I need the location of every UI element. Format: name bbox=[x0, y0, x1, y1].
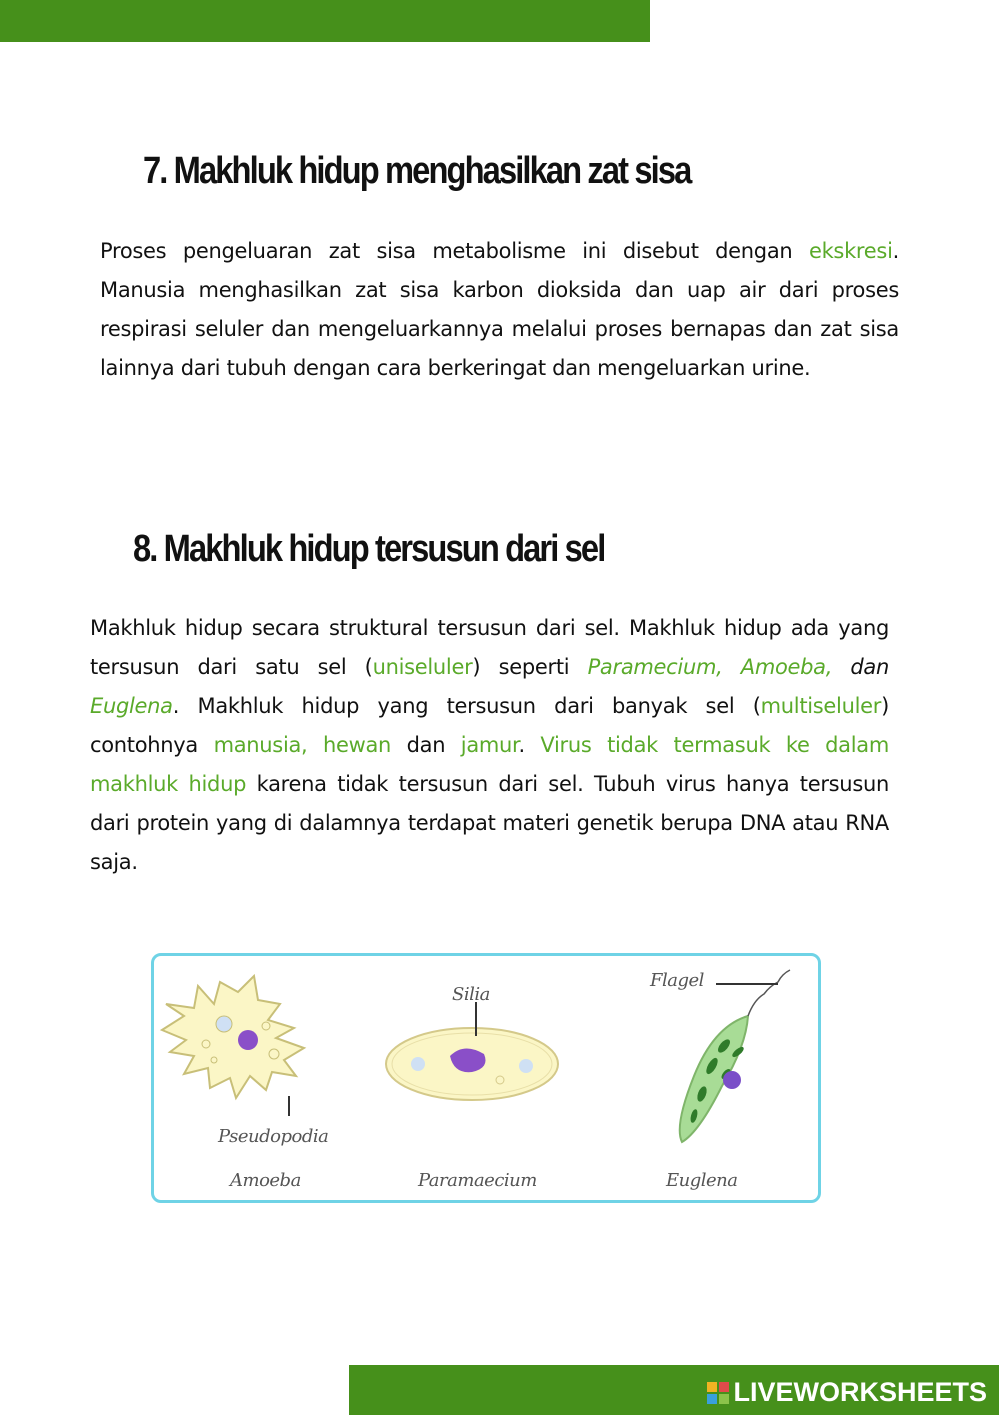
section-8-paragraph: Makhluk hidup secara struktural tersusun dari sel. Makhluk hidup ada yang tersusun dari satu sel (uniseluler) seperti Paramecium, Amoeba, dan Euglena. Makhluk hidup yang tersusun dari banyak sel (multiseluler) contohnya manusia, hewan dan jamur. Virus tidak termasuk ke dalam makhluk hidup karena tidak tersusun dari sel. Tubuh virus hanya tersusun dari protein yang di dalamnya terdapat materi genetik berupa DNA atau RNA saja. bbox=[90, 616, 889, 874]
label-euglena: Euglena bbox=[666, 1170, 738, 1191]
section-7-paragraph: Proses pengeluaran zat sisa metabolisme ini disebut dengan ekskresi. Manusia menghasilkan zat sisa karbon dioksida dan uap air dari proses respirasi seluler dan mengeluarkannya melalui proses bernapas dan zat sisa lainnya dari tubuh dengan cara berkeringat dan mengeluarkan urine. bbox=[100, 239, 899, 380]
top-accent-bar bbox=[0, 0, 650, 42]
amoeba-illustration bbox=[162, 976, 304, 1116]
liveworksheets-logo bbox=[707, 1377, 987, 1408]
liveworksheets-icon bbox=[707, 1382, 729, 1404]
brand-text: LIVEWORKSHEETS bbox=[733, 1377, 987, 1407]
term-uniseluler: uniseluler bbox=[372, 655, 473, 679]
label-silia: Silia bbox=[452, 984, 490, 1005]
paramecium-illustration bbox=[386, 1002, 558, 1100]
microorganism-figure bbox=[151, 953, 821, 1203]
euglena-illustration bbox=[680, 970, 790, 1142]
term-ekskresi: ekskresi bbox=[808, 239, 893, 263]
term-paramecium-amoeba: Paramecium, Amoeba, bbox=[587, 655, 833, 679]
label-amoeba: Amoeba bbox=[230, 1170, 301, 1191]
label-flagel: Flagel bbox=[650, 970, 704, 991]
term-multiseluler: multiseluler bbox=[760, 694, 882, 718]
term-euglena: Euglena bbox=[90, 694, 173, 718]
label-paramaecium: Paramaecium bbox=[418, 1170, 537, 1191]
term-virus: Virus tidak termasuk ke dalam makhluk hidup bbox=[90, 733, 889, 796]
label-pseudopodia: Pseudopodia bbox=[218, 1126, 329, 1147]
term-manusia-hewan: manusia, hewan bbox=[213, 733, 392, 757]
section-7-heading: 7. Makhluk hidup menghasilkan zat sisa bbox=[143, 150, 691, 192]
section-8-heading: 8. Makhluk hidup tersusun dari sel bbox=[133, 528, 605, 570]
term-jamur: jamur bbox=[460, 733, 519, 757]
